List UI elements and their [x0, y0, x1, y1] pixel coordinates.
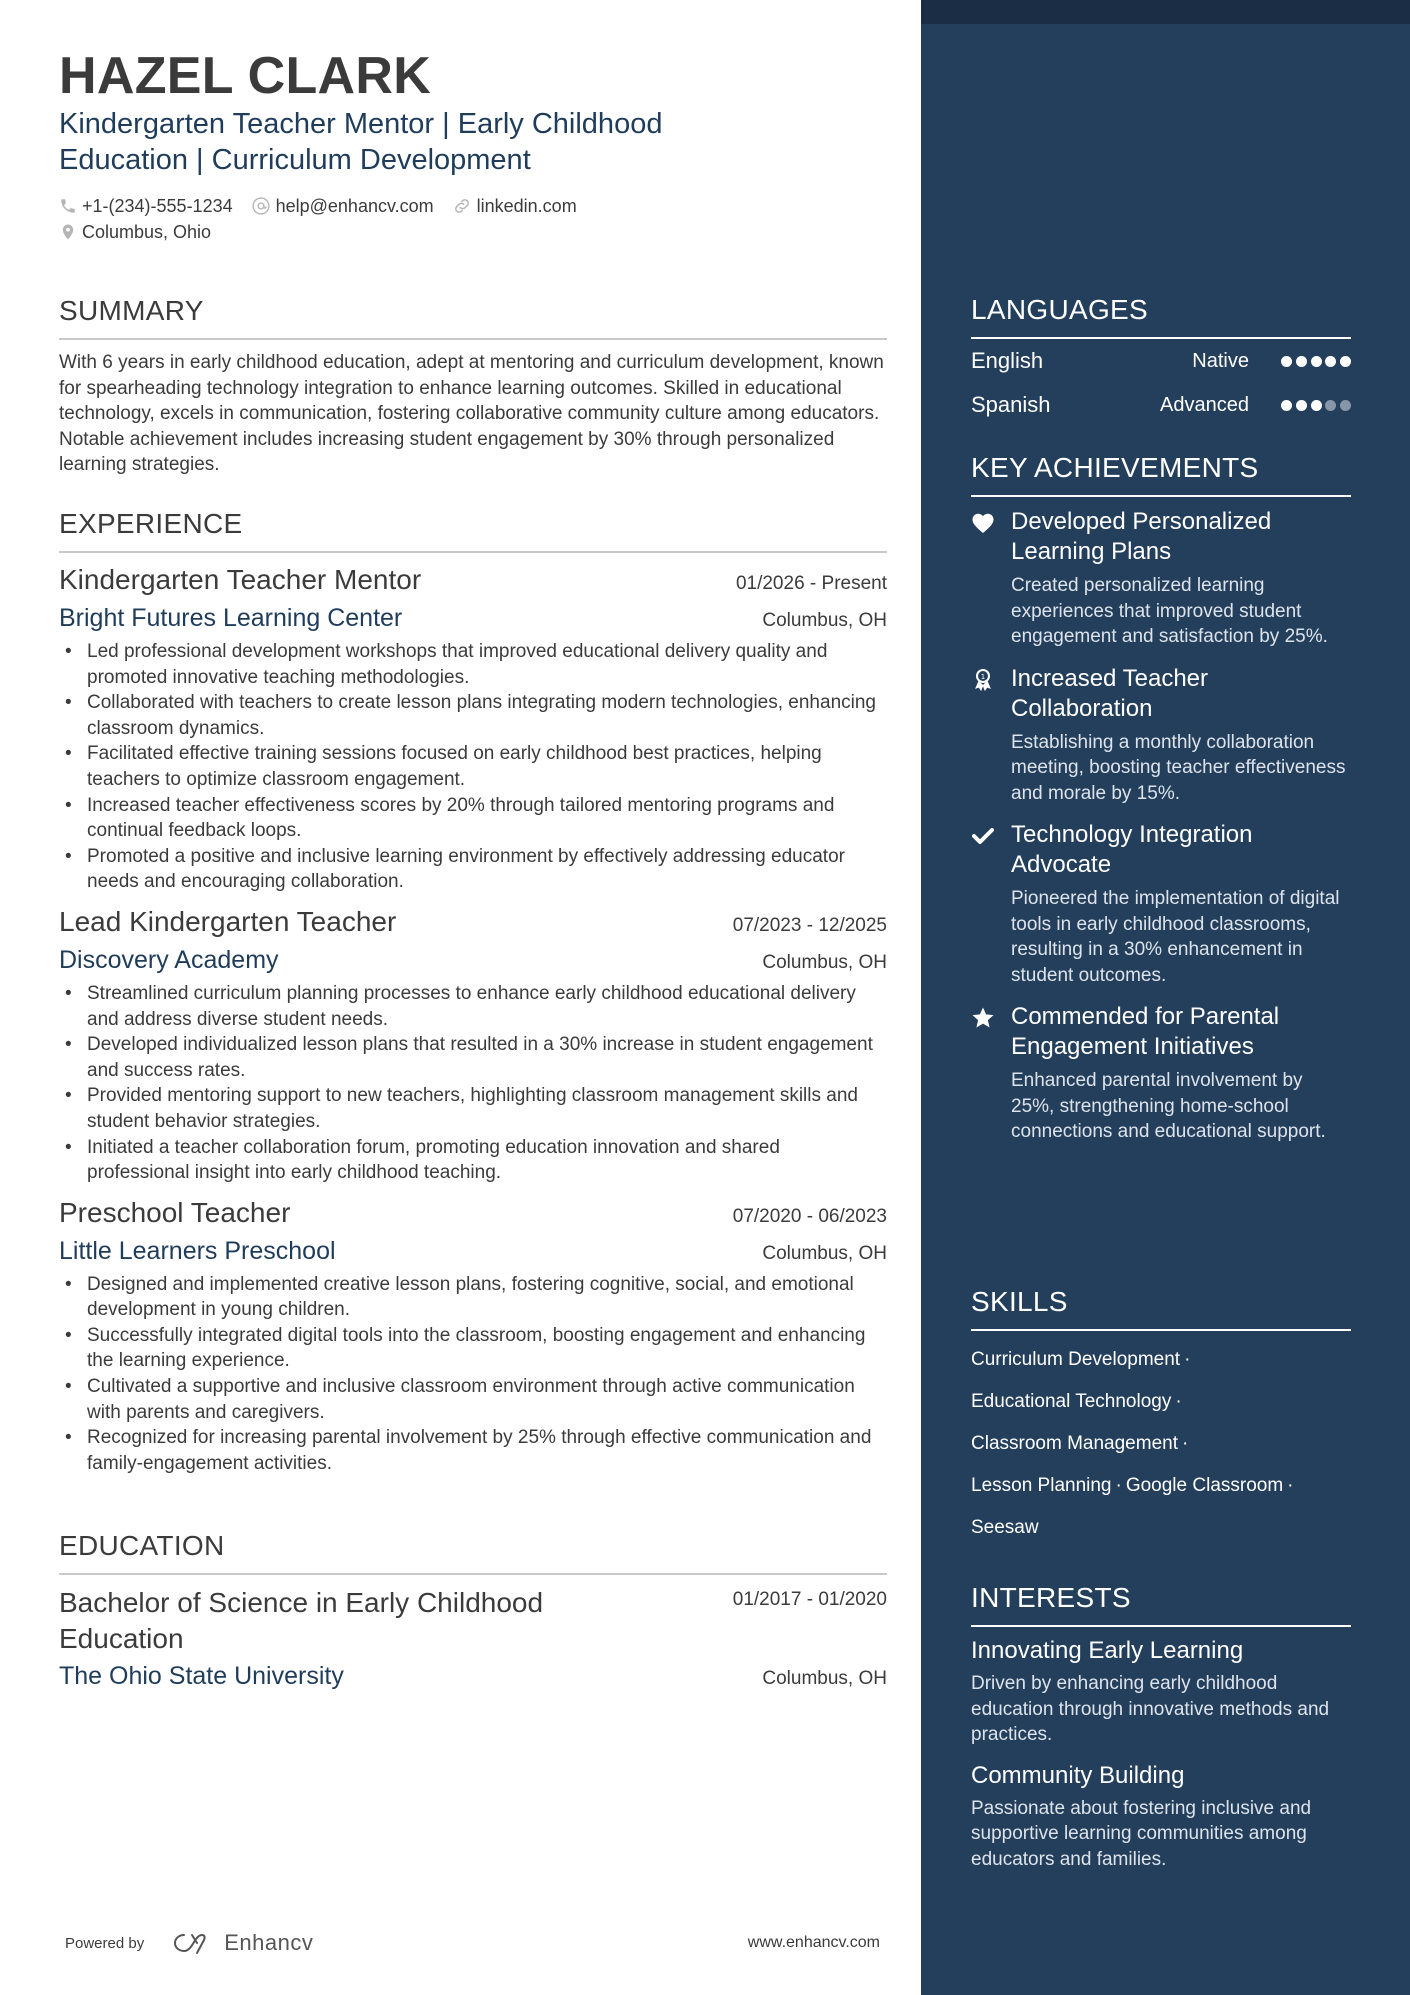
checkmark-icon	[971, 824, 995, 848]
job-location: Columbus, OH	[762, 951, 887, 973]
interest-desc: Driven by enhancing early childhood education through innovative methods and practices.	[971, 1673, 1330, 1745]
phone-icon	[59, 197, 77, 215]
link-text: linkedin.com	[476, 196, 577, 216]
job-dates: 07/2023 - 12/2025	[732, 914, 887, 936]
award-ribbon-icon	[971, 668, 995, 692]
skill-tag: Curriculum Development	[971, 1349, 1181, 1370]
summary-section	[59, 294, 887, 478]
contact-email[interactable]	[251, 193, 434, 219]
achievement-desc: Enhanced parental involvement by 25%, strengthening home-school connections and educational support.	[1011, 1070, 1326, 1142]
contact-phone[interactable]	[59, 193, 233, 219]
job-bullets	[59, 639, 887, 895]
company-name: Bright Futures Learning Center	[59, 604, 403, 632]
job-dates: 07/2020 - 06/2023	[732, 1205, 887, 1227]
rating-dot-empty	[1325, 400, 1336, 411]
at-icon	[251, 196, 271, 216]
achievement-title: Increased Teacher Collaboration	[1011, 664, 1209, 722]
rating-dot-empty	[1340, 400, 1351, 411]
language-level: Advanced	[1160, 393, 1249, 416]
summary-text: With 6 years in early childhood education, adept at mentoring and curriculum development, known for spearheading technology integration to enhance learning outcomes. Skilled in educational technology, excels in communication, fostering collaborative community culture among educators. Notable achievement includes increasing student engagement by 30% through personalized learning strategies.	[59, 352, 884, 476]
section-divider	[971, 1329, 1351, 1331]
language-level: Native	[1192, 349, 1249, 372]
bullet-item: • Cultivated a supportive and inclusive classroom environment through active communication with parents and caregivers.	[59, 1374, 887, 1425]
enhancv-logo[interactable]	[170, 1930, 313, 1956]
company-name: Discovery Academy	[59, 945, 279, 974]
achievement-item	[971, 664, 1351, 807]
footer	[65, 1928, 880, 1958]
rating-dot-filled	[1325, 356, 1336, 367]
achievement-desc: Created personalized learning experiences that improved student engagement and satisfaction by 25%.	[1011, 575, 1328, 647]
job-title: Preschool Teacher	[59, 1196, 291, 1228]
education-dates: 01/2017 - 01/2020	[732, 1589, 887, 1610]
headline	[59, 106, 779, 178]
section-divider	[971, 495, 1351, 497]
rating-dot-filled	[1311, 400, 1322, 411]
job-title: Lead Kindergarten Teacher	[59, 905, 397, 937]
section-divider	[59, 1573, 887, 1575]
contact-location	[59, 219, 211, 245]
sidebar	[921, 0, 1410, 1995]
bullet-item: • Led professional development workshops that improved educational delivery quality and promoted innovative teaching methodologies.	[59, 639, 887, 690]
languages-title: LANGUAGES	[971, 294, 1148, 325]
bullet-item: • Initiated a teacher collaboration forum, promoting education innovation and shared professional insight into early childhood teaching.	[59, 1135, 887, 1186]
degree: Bachelor of Science in Early Childhood Education	[59, 1587, 544, 1654]
skills-section	[971, 1285, 1351, 1549]
achievement-title: Commended for Parental Engagement Initiatives	[1011, 1003, 1280, 1060]
sidebar-top-band	[921, 0, 1410, 24]
star-icon	[971, 1006, 995, 1030]
svg-text:1: 1	[980, 672, 986, 681]
location-pin-icon	[59, 222, 77, 242]
bullet-item: • Designed and implemented creative lesson plans, fostering cognitive, social, and emotional development in young children.	[59, 1272, 887, 1323]
achievement-desc: Pioneered the implementation of digital tools in early childhood classrooms, resulting in a 30% enhancement in student outcomes.	[1011, 888, 1340, 986]
brand-name: Enhancv	[224, 1930, 314, 1955]
job-dates: 01/2026 - Present	[735, 573, 887, 594]
contact-info	[59, 193, 887, 245]
skill-tag: Google Classroom	[1125, 1475, 1284, 1496]
skill-tag: Lesson Planning	[971, 1475, 1112, 1496]
email-text: help@enhancv.com	[275, 196, 434, 216]
achievements-section	[971, 451, 1351, 1145]
bullet-item: • Streamlined curriculum planning processes to enhance early childhood educational delivery and address diverse student needs.	[59, 981, 887, 1032]
contact-link[interactable]	[452, 193, 577, 219]
language-name: Spanish	[971, 392, 1051, 417]
skills-list	[971, 1339, 1351, 1549]
language-rating	[1281, 400, 1351, 411]
skill-tag: Educational Technology	[971, 1391, 1172, 1412]
section-divider	[59, 551, 887, 553]
bullet-item: • Increased teacher effectiveness scores by 20% through tailored mentoring programs and continual feedback loops.	[59, 793, 887, 844]
skill-tag: Classroom Management	[971, 1433, 1178, 1454]
achievement-title: Technology Integration Advocate	[1011, 821, 1253, 878]
interest-item	[971, 1635, 1351, 1748]
skill-tag: Seesaw	[971, 1517, 1039, 1538]
experience-title: EXPERIENCE	[59, 508, 243, 539]
footer-url[interactable]: www.enhancv.com	[747, 1934, 880, 1951]
rating-dot-filled	[1296, 400, 1307, 411]
skill-separator: ·	[1175, 1391, 1182, 1412]
skill-separator: ·	[1287, 1475, 1294, 1496]
headline-line-1: Kindergarten Teacher Mentor | Early Childhood	[59, 108, 663, 140]
achievements-title: KEY ACHIEVEMENTS	[971, 452, 1259, 483]
interest-item	[971, 1760, 1351, 1873]
interests-section	[971, 1581, 1351, 1872]
heart-icon	[971, 511, 995, 535]
job-bullets	[59, 981, 887, 1186]
section-divider	[971, 1625, 1351, 1627]
interest-title: Innovating Early Learning	[971, 1637, 1244, 1664]
language-item	[971, 339, 1351, 383]
job-entry	[59, 1194, 887, 1477]
bullet-item: • Facilitated effective training sessions focused on early childhood best practices, helping teachers to optimize classroom engagement.	[59, 741, 887, 792]
rating-dot-filled	[1281, 356, 1292, 367]
location-text: Columbus, Ohio	[82, 222, 212, 242]
rating-dot-filled	[1340, 356, 1351, 367]
skills-title: SKILLS	[971, 1286, 1068, 1317]
achievement-item	[971, 820, 1351, 988]
bullet-item: • Recognized for increasing parental involvement by 25% through effective communication and family-engagement activities.	[59, 1425, 887, 1476]
languages-section	[971, 293, 1351, 427]
skill-separator: ·	[1184, 1349, 1191, 1370]
rating-dot-filled	[1296, 356, 1307, 367]
job-title: Kindergarten Teacher Mentor	[59, 564, 422, 595]
bullet-item: • Promoted a positive and inclusive learning environment by effectively addressing educator needs and encouraging collaboration.	[59, 844, 887, 895]
rating-dot-filled	[1311, 356, 1322, 367]
education-section	[59, 1529, 887, 1693]
language-item	[971, 383, 1351, 427]
section-divider	[59, 338, 887, 340]
candidate-name: HAZEL CLARK	[59, 47, 432, 105]
bullet-item: • Developed individualized lesson plans that resulted in a 30% increase in student engagement and success rates.	[59, 1032, 887, 1083]
job-entry	[59, 903, 887, 1186]
skill-separator: ·	[1181, 1433, 1189, 1454]
company-name: Little Learners Preschool	[59, 1236, 336, 1265]
bullet-item: • Provided mentoring support to new teachers, highlighting classroom management skills and student behavior strategies.	[59, 1083, 887, 1134]
rating-dot-filled	[1281, 400, 1292, 411]
headline-line-2: Education | Curriculum Development	[59, 144, 531, 176]
education-title: EDUCATION	[59, 1530, 225, 1561]
interest-title: Community Building	[971, 1761, 1185, 1789]
school-name: The Ohio State University	[59, 1662, 344, 1690]
bullet-item: • Successfully integrated digital tools into the classroom, boosting engagement and enhancing the learning experience.	[59, 1323, 887, 1374]
skill-separator: ·	[1115, 1475, 1122, 1496]
powered-by-label: Powered by	[65, 1934, 145, 1952]
achievement-item	[971, 1002, 1351, 1145]
achievement-item	[971, 507, 1351, 650]
interests-title: INTERESTS	[971, 1582, 1131, 1613]
interest-desc: Passionate about fostering inclusive and supportive learning communities among educators and families.	[971, 1797, 1312, 1870]
summary-title: SUMMARY	[59, 295, 204, 326]
job-bullets	[59, 1272, 887, 1477]
enhancv-logo-icon	[170, 1930, 216, 1956]
language-rating	[1281, 356, 1351, 367]
link-icon	[452, 196, 472, 216]
job-location: Columbus, OH	[762, 610, 887, 631]
job-entry	[59, 561, 887, 895]
phone-text: +1-(234)-555-1234	[82, 196, 233, 216]
achievement-desc: Establishing a monthly collaboration meeting, boosting teacher effectiveness and morale by 15%.	[1011, 731, 1346, 804]
achievement-title: Developed Personalized Learning Plans	[1011, 508, 1272, 565]
language-name: English	[971, 348, 1044, 373]
job-location: Columbus, OH	[762, 1242, 887, 1264]
bullet-item: • Collaborated with teachers to create lesson plans integrating modern technologies, enhancing classroom dynamics.	[59, 690, 887, 741]
education-location: Columbus, OH	[762, 1668, 887, 1689]
experience-section	[59, 507, 887, 1476]
